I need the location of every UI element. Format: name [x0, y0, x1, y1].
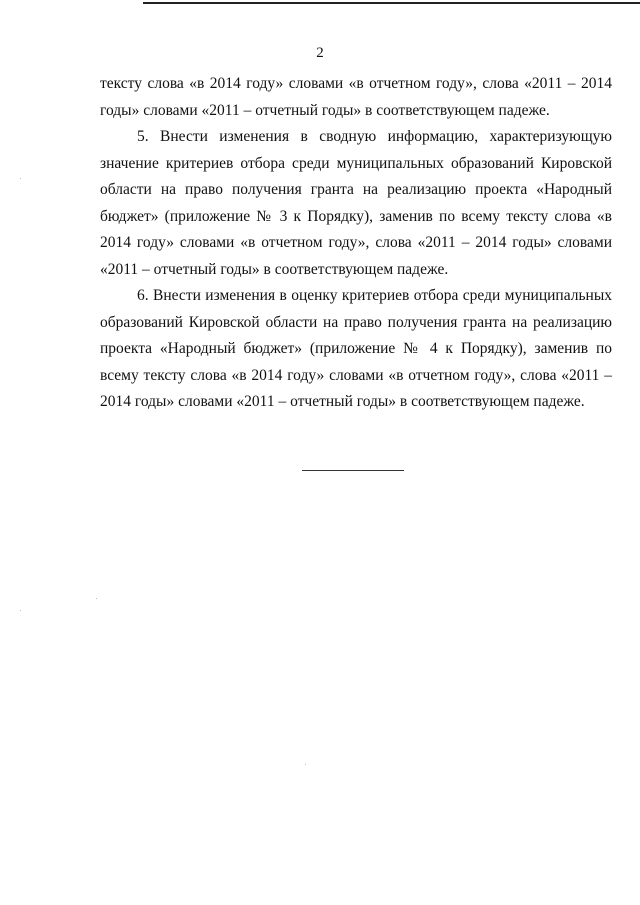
paragraph-item-5: 5. Внести изменения в сводную информацию, характеризующую значение критериев отбора среди муниципальных образований Кировской области на право получения гранта на реализацию проекта «Народный бюджет» (приложение № 3 к Порядку), заменив по всему тексту слова «в 2014 году» словами «в отчетном году», слова «2011 – 2014 годы» словами «2011 – отчетный годы» в соответствующем падеже.	[100, 128, 612, 278]
scan-speck	[20, 610, 21, 611]
page-number: 2	[316, 45, 324, 61]
paragraph-item-6: 6. Внести изменения в оценку критериев отбора среди муниципальных образований Кировской области на право получения гранта на реализацию проекта «Народный бюджет» (приложение № 4 к Порядку), заменив по всему тексту слова «в 2014 году» словами «в отчетном году», слова «2011 – 2014 годы» словами «2011 – отчетный годы» в соответствующем падеже.	[100, 287, 612, 410]
document-body	[100, 71, 612, 416]
paragraph-continuation: тексту слова «в 2014 году» словами «в отчетном году», слова «2011 – 2014 годы» словами «2011 – отчетный годы» в соответствующем падеже.	[100, 75, 612, 119]
top-border-line	[143, 2, 640, 4]
end-of-text-line	[302, 470, 404, 471]
scan-speck	[20, 178, 21, 179]
scan-speck	[96, 598, 97, 599]
scan-speck	[305, 764, 306, 765]
